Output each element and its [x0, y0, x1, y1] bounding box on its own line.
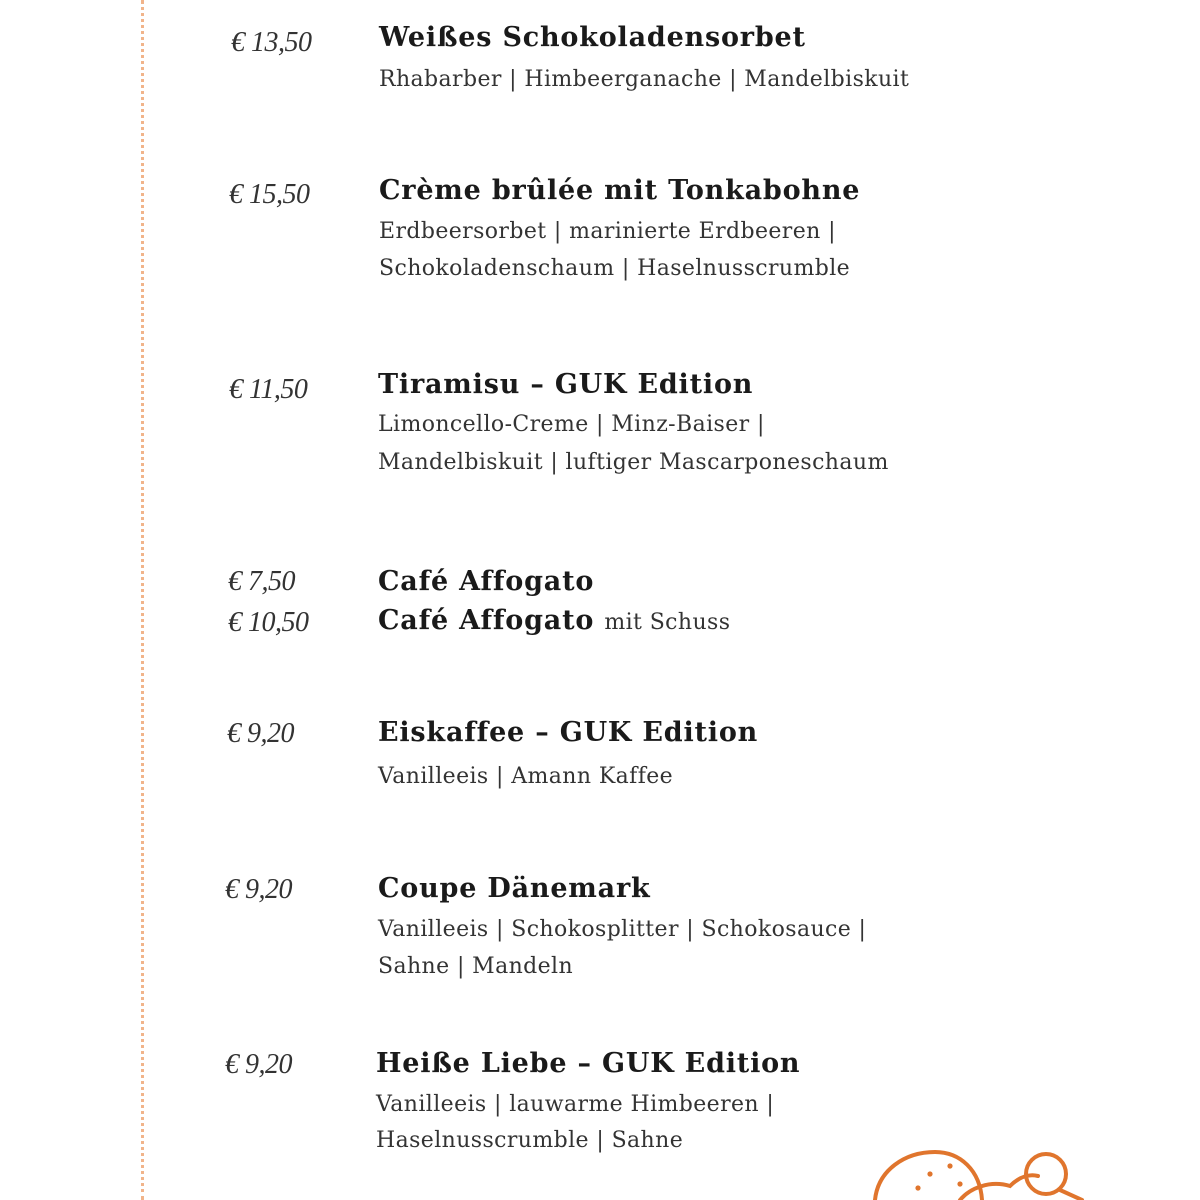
- ice-cream-illustration-icon: [860, 1140, 1090, 1200]
- menu-item-price: € 9,20: [227, 718, 294, 749]
- menu-item-name: Tiramisu – GUK Edition: [378, 369, 754, 400]
- menu-item-description: Sahne | Mandeln: [378, 954, 574, 979]
- menu-item-name: [378, 605, 730, 636]
- menu-item-price: € 10,50: [228, 607, 309, 638]
- menu-item-price: € 7,50: [228, 566, 295, 597]
- menu-item-price: € 11,50: [229, 374, 308, 405]
- menu-item-description: Limoncello-Creme | Minz-Baiser |: [378, 412, 765, 437]
- menu-item-price: € 9,20: [225, 874, 292, 905]
- dotted-divider: [141, 0, 144, 1200]
- menu-item-name: Heiße Liebe – GUK Edition: [376, 1048, 801, 1079]
- menu-item-description: Haselnusscrumble | Sahne: [376, 1128, 684, 1153]
- menu-item-description: Vanilleeis | Amann Kaffee: [378, 764, 674, 789]
- menu-item-description: Erdbeersorbet | marinierte Erdbeeren |: [379, 219, 836, 244]
- menu-item-name: Café Affogato: [378, 566, 595, 597]
- menu-item-description: Mandelbiskuit | luftiger Mascarponeschaum: [378, 450, 889, 475]
- menu-item-description: Vanilleeis | Schokosplitter | Schokosauce |: [378, 917, 867, 942]
- menu-item-price: € 15,50: [229, 179, 310, 210]
- menu-item-description: Schokoladenschaum | Haselnusscrumble: [379, 256, 851, 281]
- menu-item-name: Crème brûlée mit Tonkabohne: [379, 175, 861, 206]
- menu-item-name: Coupe Dänemark: [378, 873, 651, 904]
- menu-item-price: € 9,20: [225, 1049, 292, 1080]
- menu-item-name-text: Café Affogato: [378, 605, 595, 636]
- menu-item-name: Eiskaffee – GUK Edition: [378, 717, 759, 748]
- menu-item-name: Weißes Schokoladensorbet: [379, 22, 806, 53]
- menu-item-description: Rhabarber | Himbeerganache | Mandelbiskuit: [379, 67, 910, 92]
- menu-item-price: € 13,50: [231, 27, 312, 58]
- menu-item-description: Vanilleeis | lauwarme Himbeeren |: [376, 1092, 775, 1117]
- menu-item-suffix: mit Schuss: [604, 610, 731, 635]
